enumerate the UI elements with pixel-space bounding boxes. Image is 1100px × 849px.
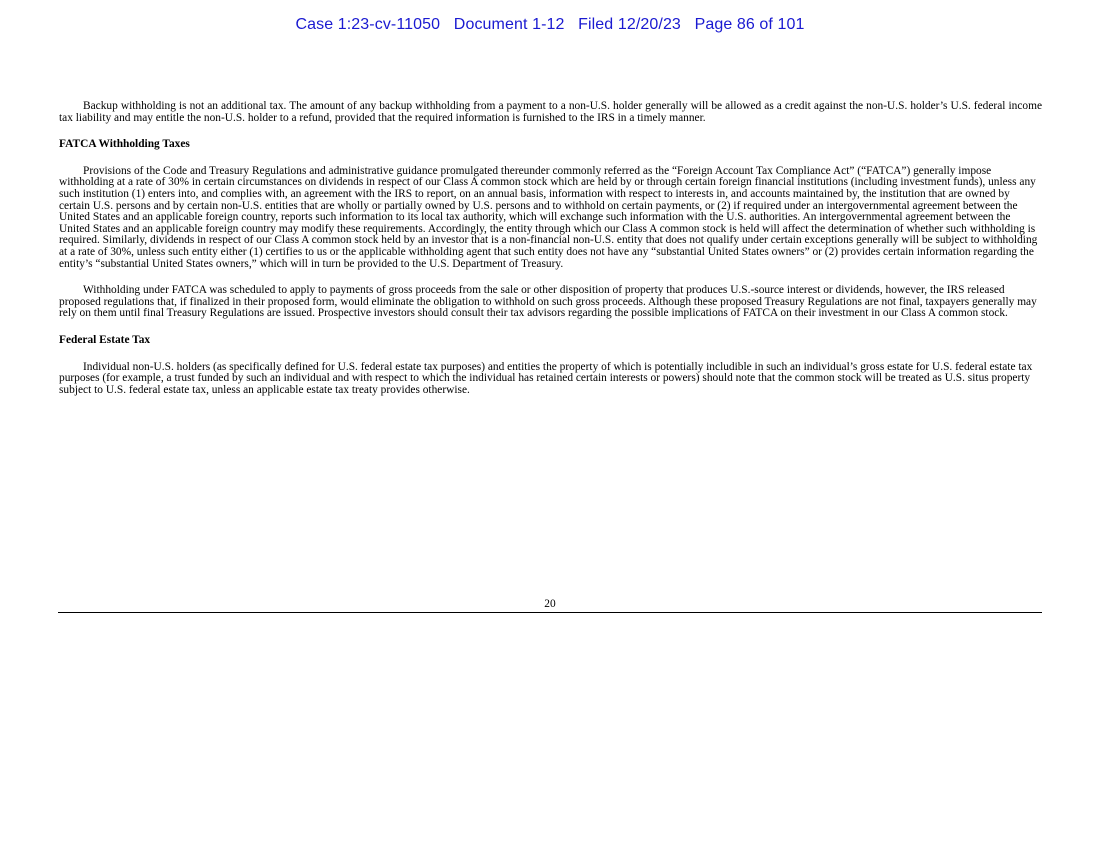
backup-withholding-paragraph: Backup withholding is not an additional tax. The amount of any backup withholding from a payment to a non-U.S. holder generally will be allowed as a credit against the non-U.S. holder’s U.S. federal income tax liability and may entitle the non-U.S. holder to a refund, provided that the required information is furnished to the IRS in a timely manner. [59, 100, 1042, 124]
document-body [59, 101, 1042, 396]
court-filing-header: Case 1:23-cv-11050 Document 1-12 Filed 12/20/23 Page 86 of 101 [295, 16, 805, 33]
spacer [59, 124, 1042, 139]
footer-divider [58, 612, 1042, 613]
spacer [59, 151, 1042, 166]
page-number: 20 [544, 598, 556, 610]
fatca-section-heading: FATCA Withholding Taxes [59, 138, 190, 151]
spacer [59, 270, 1042, 285]
spacer [59, 320, 1042, 335]
spacer [59, 347, 1042, 362]
estate-tax-section-heading: Federal Estate Tax [59, 333, 151, 346]
estate-tax-paragraph: Individual non-U.S. holders (as specifically defined for U.S. federal estate tax purposes) and entities the property of which is potentially includible in such an individual’s gross estate for U.S. federal estate tax purposes (for example, a trust funded by such an individual and with respect to which the individual has retained certain interests or powers) should note that the common stock will be treated as U.S. situs property subject to U.S. federal estate tax, unless an applicable estate tax treaty provides otherwise. [59, 360, 1033, 396]
fatca-paragraph-2: Withholding under FATCA was scheduled to apply to payments of gross proceeds from the sale or other disposition of property that produces U.S.-source interest or dividends, however, the IRS released proposed regulations that, if finalized in their proposed form, would eliminate the obligation to withhold on such gross proceeds. Although these proposed Treasury Regulations are not final, taxpayers generally may rely on them until final Treasury Regulations are issued. Prospective investors should consult their tax advisors regarding the possible implications of FATCA on their investment in our Class A common stock. [59, 284, 1037, 320]
fatca-paragraph-1: Provisions of the Code and Treasury Regulations and administrative guidance promulgated thereunder commonly referred as the “Foreign Account Tax Compliance Act” (“FATCA”) generally impose withholding at a rate of 30% in certain circumstances on dividends in respect of our Class A common stock which are held by or through certain foreign financial institutions (including investment funds), unless any such institution (1) enters into, and complies with, an agreement with the IRS to report, on an annual basis, information with respect to interests in, and accounts maintained by, the institution that are owned by certain U.S. persons and by certain non-U.S. entities that are wholly or partially owned by U.S. persons and to withhold on certain payments, or (2) if required under an intergovernmental agreement between the United States and an applicable foreign country, reports such information to its local tax authority, which will exchange such information with the U.S. authorities. An intergovernmental agreement between the United States and an applicable foreign country may modify these requirements. Accordingly, the entity through which our Class A common stock is held will affect the determination of whether such withholding is required. Similarly, dividends in respect of our Class A common stock held by an investor that is a non-financial non-U.S. entity that does not qualify under certain exceptions generally will be subject to withholding at a rate of 30%, unless such entity either (1) certifies to us or the applicable withholding agent that such entity does not have any “substantial United States owners” or (2) provides certain information regarding the entity’s “substantial United States owners,” which will in turn be provided to the U.S. Department of Treasury. [59, 164, 1038, 270]
